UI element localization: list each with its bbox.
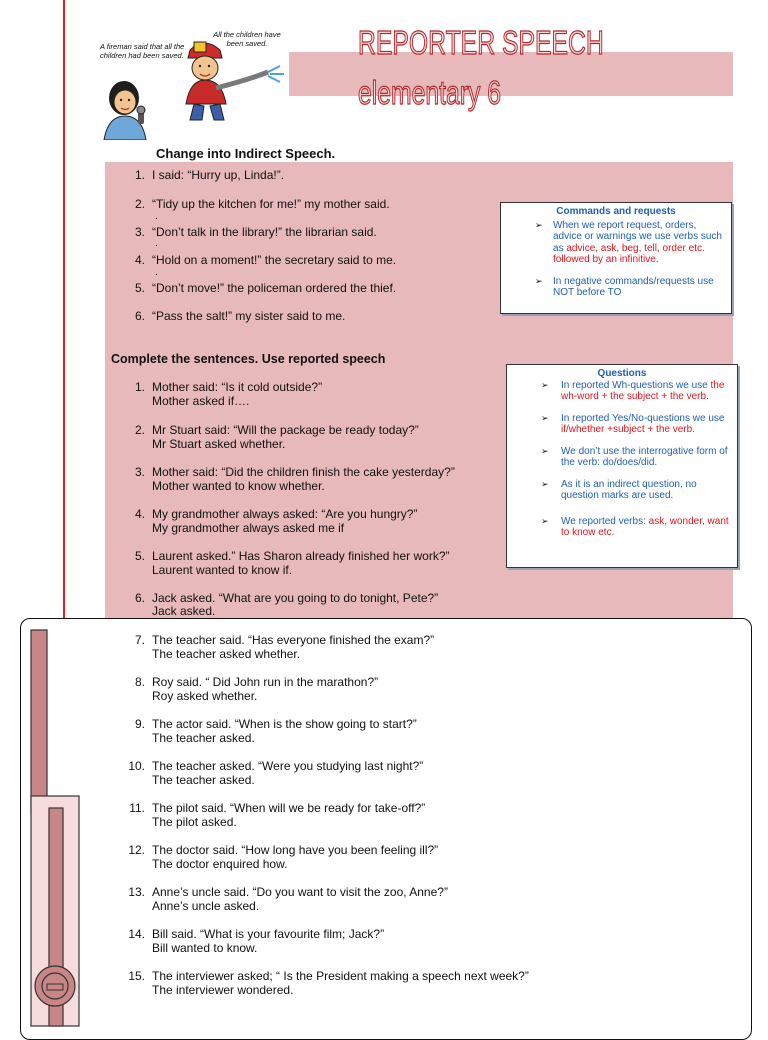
- thermometer-icon: [28, 628, 88, 1028]
- list-item: 1. Mother said: “Is it cold outside?” Mother asked if….: [134, 380, 323, 408]
- clipart: [98, 28, 290, 140]
- tip-item: ➢ When we report request, orders, advice or warnings we use verbs such as advice, ask, beg, tell, order etc. followed by an infinitive.: [535, 219, 722, 265]
- bubble-left-text: A fireman said that all the children had been saved.: [100, 42, 185, 60]
- list-item: 6. “Pass the salt!” my sister said to me.: [134, 309, 346, 323]
- list-item: 2. “Tidy up the kitchen for me!” my mother said.: [134, 197, 390, 211]
- commands-requests-heading: Commands and requests: [556, 206, 676, 217]
- list-item: 5. Laurent asked.” Has Sharon already finished her work?” Laurent wanted to know if.: [134, 549, 450, 577]
- list-item: 14. Bill said. “What is your favourite film; Jack?” Bill wanted to know.: [128, 927, 385, 955]
- arrow-bullet-icon: ➢: [535, 275, 543, 286]
- bubble-right-text: All the children have been saved.: [213, 30, 281, 48]
- answer-dot: .: [155, 238, 158, 249]
- tip-item: ➢ In reported Wh-questions we use the wh-word + the subject + the verb.: [541, 379, 725, 402]
- arrow-bullet-icon: ➢: [541, 379, 549, 390]
- list-item: 7. The teacher said. “Has everyone finished the exam?” The teacher asked whether.: [134, 633, 435, 661]
- answer-dot: .: [155, 267, 158, 278]
- questions-box: [506, 364, 738, 568]
- list-item: 4. “Hold on a moment!” the secretary said to me.: [134, 253, 397, 267]
- reporter-and-fireman-illustration: [98, 28, 290, 140]
- list-item: 3. “Don’t talk in the library!” the librarian said.: [134, 225, 377, 239]
- arrow-bullet-icon: ➢: [535, 219, 543, 230]
- tip-item: ➢ As it is an indirect question, no question marks are used.: [541, 478, 697, 501]
- tip-item: ➢ In reported Yes/No-questions we use if/whether +subject + the verb.: [541, 412, 725, 435]
- answer-dot: .: [155, 211, 158, 222]
- page-title: REPORTER SPEECH: [358, 24, 604, 61]
- section2-heading: Complete the sentences. Use reported speech: [111, 352, 386, 366]
- list-item: 12. The doctor said. “How long have you been feeling ill?” The doctor enquired how.: [128, 843, 439, 871]
- list-item: 4. My grandmother always asked: “Are you hungry?” My grandmother always asked me if: [134, 507, 418, 535]
- arrow-bullet-icon: ➢: [541, 478, 549, 489]
- arrow-bullet-icon: ➢: [541, 412, 549, 423]
- list-item: 2. Mr Stuart said: “Will the package be ready today?” Mr Stuart asked whether.: [134, 423, 419, 451]
- list-item: 13. Anne’s uncle said. “Do you want to visit the zoo, Anne?” Anne’s uncle asked.: [128, 885, 448, 913]
- list-item: 1. I said: “Hurry up, Linda!”.: [134, 168, 285, 182]
- list-item: 5. “Don’t move!” the policeman ordered the thief.: [134, 281, 397, 295]
- list-item: 8. Roy said. “ Did John run in the marathon?” Roy asked whether.: [134, 675, 379, 703]
- list-item: 11. The pilot said. “When will we be ready for take-off?” The pilot asked.: [129, 801, 426, 829]
- arrow-bullet-icon: ➢: [541, 445, 549, 456]
- section1-heading: Change into Indirect Speech.: [156, 146, 336, 161]
- list-item: 10. The teacher asked. “Were you studying last night?” The teacher asked.: [128, 759, 424, 787]
- page-subtitle: elementary 6: [358, 74, 502, 111]
- list-item: 3. Mother said: “Did the children finish the cake yesterday?” Mother wanted to know whether.: [134, 465, 455, 493]
- list-item: 9. The actor said. “When is the show going to start?” The teacher asked.: [134, 717, 417, 745]
- list-item: 6. Jack asked. “What are you going to do tonight, Pete?” Jack asked.: [134, 591, 439, 617]
- arrow-bullet-icon: ➢: [541, 515, 549, 526]
- tip-item: ➢ We don’t use the interrogative form of the verb: do/does/did.: [541, 445, 728, 468]
- tip-item: ➢ In negative commands/requests use NOT before TO: [535, 275, 714, 298]
- tip-item: ➢ We reported verbs: ask, wonder, want to know etc.: [541, 515, 729, 538]
- commands-requests-box: [500, 202, 732, 314]
- questions-heading: Questions: [597, 368, 647, 379]
- list-item: 15. The interviewer asked; “ Is the President making a speech next week?” The interviewer wondered.: [128, 969, 529, 997]
